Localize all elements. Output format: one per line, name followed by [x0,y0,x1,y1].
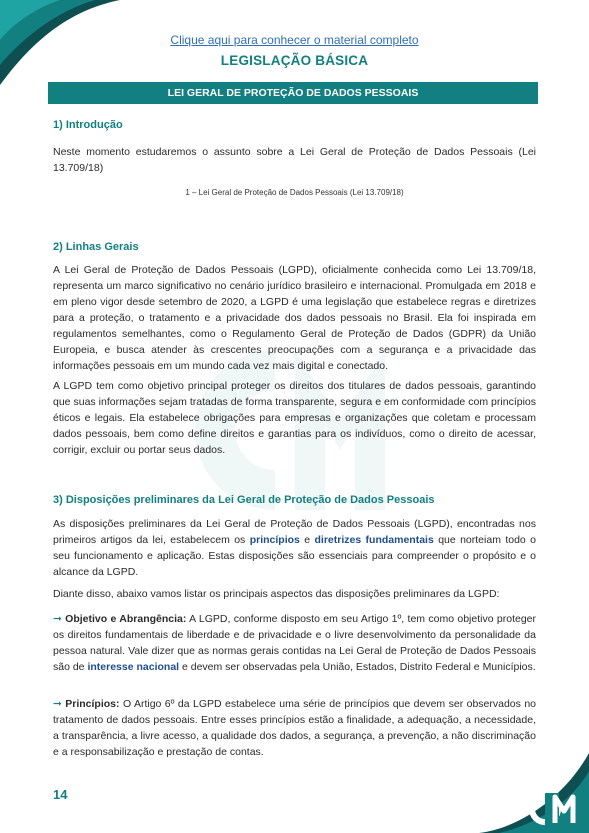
heading-introducao: 1) Introdução [53,119,123,131]
page-number: 14 [53,787,68,802]
list-item-objetivo: ➞ Objetivo e Abrangência: A LGPD, conforme disposto em seu Artigo 1º, tem como objetivo proteger os direitos fundamentais de liberdade e de privacidade e o livre desenvolvimento da personalidade da pessoa natural. Vale dizer que as normas gerais contidas na Lei Geral de Proteção de Dados Pessoais são de interesse nacional e devem ser observadas pela União, Estados, Distrito Federal e Municípios. [53,613,536,673]
arrow-icon: ➞ [53,698,62,710]
highlight-principios: princípios [249,534,300,546]
heading-linhas-gerais: 2) Linhas Gerais [53,241,139,253]
disposicoes-paragraph-1: As disposições preliminares da Lei Geral de Proteção de Dados Pessoais (LGPD), encontradas nos primeiros artigos da lei, estabelecem os princípios e diretrizes fundamentais que norteiam todo o seu funcionamento e aplicação. Estas disposições são essenciais para compreender o propósito e o alcance da LGPD. [53,518,536,578]
page-title: LEGISLAÇÃO BÁSICA [220,53,369,68]
corner-decoration-bottom-right [479,753,589,833]
linhas-paragraph-2: A LGPD tem como objetivo principal proteger os direitos dos titulares de dados pessoais, garantindo que suas informações sejam tratadas de forma transparente, segura e em conformidade com princípios éticos e legais. Ela estabelece obrigações para empresas e organizações que coletam e processam dados pessoais, bem como define direitos e garantias para os indivíduos, como o direito de acessar, corrigir, excluir ou portar seus dados. [53,380,536,456]
list-item-principios: ➞ Princípios: O Artigo 6º da LGPD estabelece uma série de princípios que devem ser observados no tratamento de dados pessoais. Entre esses princípios estão a finalidade, a adequação, a necessidade, a transparência, a livre acesso, a qualidade dos dados, a segurança, a prevenção, a não discriminação e a responsabilização e prestação de contas. [53,698,536,758]
disposicoes-paragraph-2: Diante disso, abaixo vamos listar os principais aspectos das disposições preliminares da LGPD: [53,588,500,600]
section-banner: LEI GERAL DE PROTEÇÃO DE DADOS PESSOAIS [48,82,538,104]
material-link[interactable]: Clique aqui para conhecer o material completo [170,33,419,47]
intro-paragraph: Neste momento estudaremos o assunto sobre a Lei Geral de Proteção de Dados Pessoais (Lei 13.709/18) [53,146,536,174]
linhas-paragraph-1: A Lei Geral de Proteção de Dados Pessoais (LGPD), oficialmente conhecida como Lei 13.709/18, representa um marco significativo no cenário jurídico brasileiro e internacional. Promulgada em 2018 e em pleno vigor desde setembro de 2020, a LGPD é uma legislação que estabelece regras e diretrizes para a proteção, o tratamento e a privacidade dos dados pessoais no Brasil. Ela foi inspirada em regulamentos semelhantes, como o Regulamento Geral de Proteção de Dados (GDPR) da União Europeia, e busca atender às crescentes preocupações com a segurança e a privacidade das informações pessoais em um mundo cada vez mais digital e conectado. [53,264,536,372]
heading-disposicoes: 3) Disposições preliminares da Lei Geral de Proteção de Dados Pessoais [53,494,435,506]
arrow-icon: ➞ [53,613,62,625]
highlight-interesse-nacional: interesse nacional [87,661,180,673]
figure-caption: 1 – Lei Geral de Proteção de Dados Pessoais (Lei 13.709/18) [185,188,404,197]
highlight-diretrizes: diretrizes fundamentais [314,534,434,546]
